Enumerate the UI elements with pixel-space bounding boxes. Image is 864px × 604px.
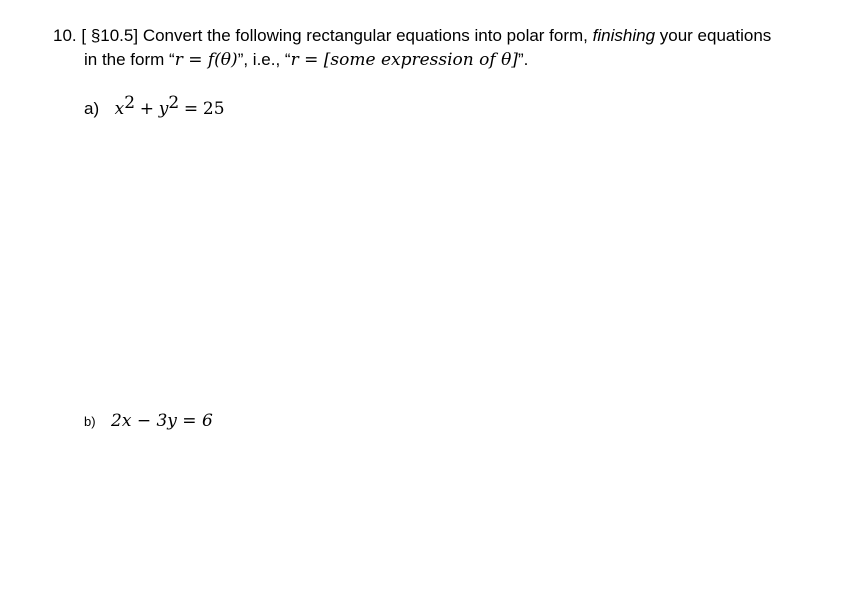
part-a-label: a) [84,99,100,118]
part-b-equation: 2x − 3y = 6 [111,411,213,431]
polar-form-formula: r = f(θ) [174,50,238,70]
part-a [84,93,225,120]
part-a-x: x [114,99,125,119]
polar-form-description: r = [some expression of θ] [290,50,518,70]
part-a-y: y [158,99,169,119]
question-text-start: Convert the following rectangular equations into polar form, [142,26,588,45]
part-a-x-exponent: 2 [124,93,136,113]
line2-prefix: in the form “ [84,50,175,69]
part-a-plus: + [139,99,154,119]
question-emphasis: finishing [592,26,656,45]
section-reference: [ §10.5] [81,26,139,45]
question-10-line-1 [53,25,771,47]
part-a-y-exponent: 2 [168,93,180,113]
line2-suffix: ”. [517,50,529,69]
part-b [84,410,213,433]
question-10-line-2 [84,49,528,71]
line2-mid: ”, i.e., “ [237,50,291,69]
question-text-end: your equations [659,26,772,45]
part-a-equals: = [183,99,199,119]
part-b-label: b) [84,414,96,429]
part-a-rhs: 25 [202,99,225,119]
question-number: 10. [53,26,77,45]
